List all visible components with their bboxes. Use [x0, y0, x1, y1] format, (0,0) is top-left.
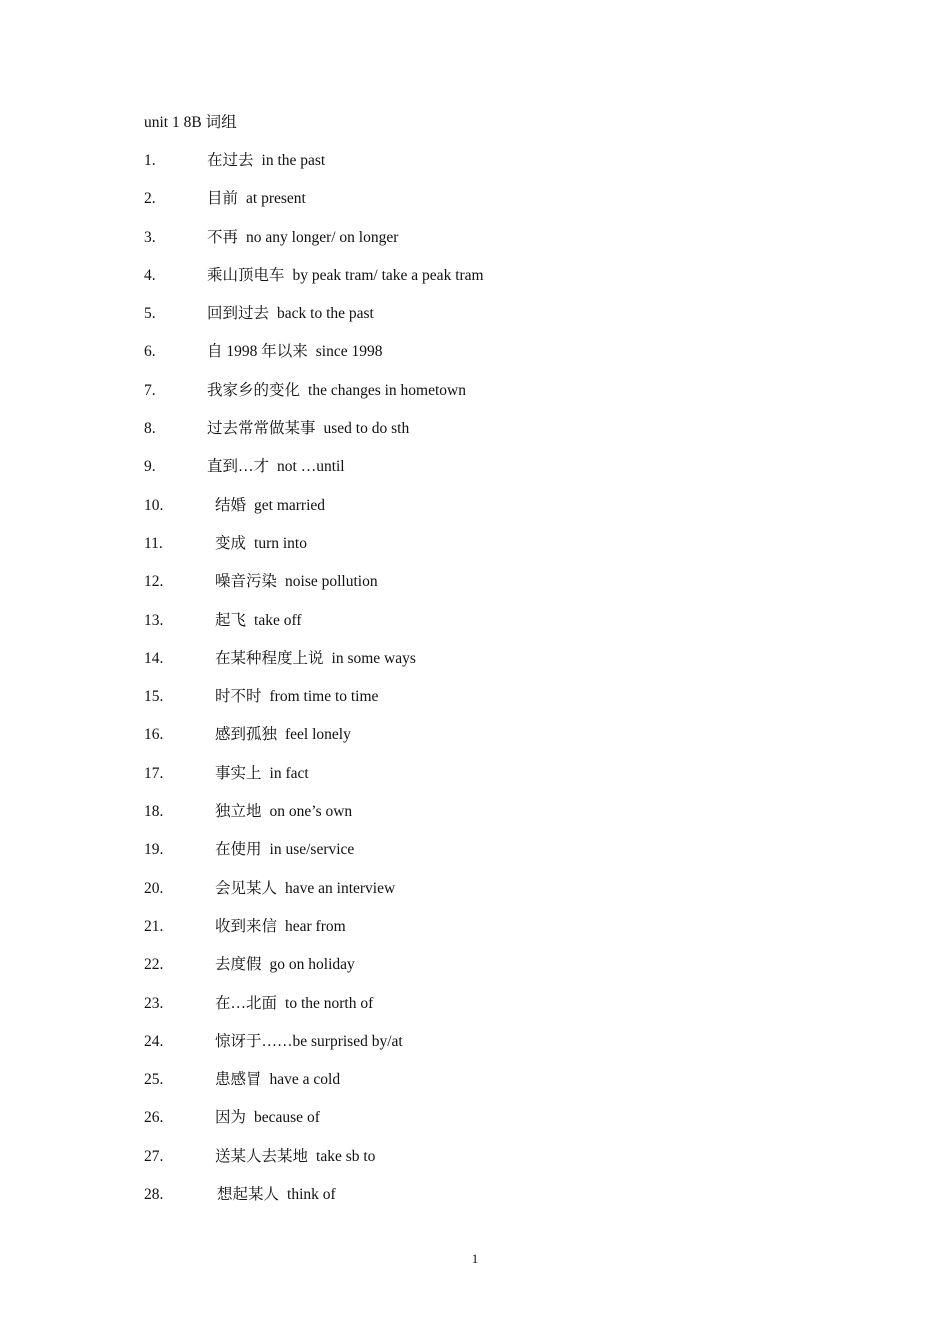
item-english: to the north of — [285, 994, 374, 1012]
item-chinese: 感到孤独 — [215, 726, 278, 744]
item-number: 17. — [144, 764, 164, 782]
item-number: 4. — [144, 266, 156, 284]
item-number: 7. — [144, 381, 156, 399]
item-english: not …until — [277, 458, 345, 476]
item-chinese: 在过去 — [207, 152, 254, 169]
item-entry — [215, 686, 378, 708]
item-chinese: 噪音污染 — [215, 573, 278, 591]
item-chinese: 乘山顶电车 — [207, 266, 285, 284]
item-entry — [217, 1184, 336, 1206]
item-english: get married — [254, 496, 326, 514]
item-chinese: 结婚 — [215, 496, 247, 514]
item-entry — [215, 571, 378, 593]
item-entry — [215, 878, 395, 900]
item-number: 16. — [144, 726, 164, 744]
item-chinese: 变成 — [215, 534, 247, 552]
item-entry — [215, 610, 302, 632]
item-english: turn into — [254, 534, 307, 552]
item-entry — [215, 763, 309, 785]
item-chinese: 去度假 — [215, 956, 262, 974]
item-number: 22. — [144, 956, 164, 974]
item-chinese: 惊讶于…… — [215, 1032, 293, 1050]
item-number: 11. — [144, 534, 163, 552]
item-entry — [215, 1107, 320, 1129]
item-entry — [215, 954, 355, 976]
item-english: take off — [254, 611, 302, 629]
item-number: 21. — [144, 917, 164, 935]
item-english: go on holiday — [269, 956, 355, 974]
item-chinese: 在使用 — [215, 841, 262, 859]
item-english: from time to time — [269, 688, 379, 706]
item-english: think of — [287, 1186, 336, 1204]
item-entry — [207, 265, 484, 287]
item-entry — [215, 1146, 375, 1168]
item-english: take sb to — [316, 1147, 376, 1165]
item-entry — [215, 1031, 403, 1053]
item-number: 27. — [144, 1147, 164, 1165]
item-number: 25. — [144, 1071, 164, 1089]
item-english: in use/service — [269, 841, 355, 859]
item-number: 13. — [144, 611, 164, 629]
item-chinese: 起飞 — [215, 611, 247, 629]
item-english: by peak tram/ take a peak tram — [292, 266, 484, 284]
item-entry — [207, 303, 374, 325]
page-title: unit 1 8B 词组 — [144, 114, 237, 131]
page-number: 1 — [471, 1251, 479, 1266]
item-entry — [215, 839, 354, 861]
item-english: since 1998 — [315, 343, 383, 361]
item-entry — [207, 418, 409, 440]
item-number: 19. — [144, 841, 164, 859]
item-english: feel lonely — [285, 726, 351, 744]
item-english: because of — [254, 1109, 320, 1127]
item-english: back to the past — [277, 305, 374, 323]
item-chinese: 直到…才 — [207, 458, 270, 476]
item-english: hear from — [285, 917, 346, 935]
item-chinese: 回到过去 — [207, 305, 270, 323]
item-entry — [215, 724, 351, 746]
item-chinese: 收到来信 — [215, 917, 278, 935]
item-chinese: 事实上 — [215, 764, 262, 782]
item-chinese: 我家乡的变化 — [207, 381, 301, 399]
item-number: 20. — [144, 879, 164, 897]
item-entry — [215, 533, 307, 555]
item-number: 6. — [144, 343, 156, 361]
item-chinese: 想起某人 — [217, 1186, 280, 1204]
item-chinese: 过去常常做某事 — [207, 420, 316, 438]
item-chinese: 时不时 — [215, 688, 262, 706]
item-number: 9. — [144, 458, 156, 476]
item-english: the changes in hometown — [308, 381, 466, 399]
item-entry — [215, 801, 352, 823]
item-entry — [215, 495, 325, 517]
item-chinese: 因为 — [215, 1109, 247, 1127]
item-entry — [207, 188, 306, 210]
item-entry — [207, 456, 345, 478]
item-english: have an interview — [285, 879, 396, 897]
item-english: no any longer/ on longer — [246, 228, 399, 246]
item-chinese: 在某种程度上说 — [215, 649, 324, 667]
item-english: have a cold — [269, 1071, 341, 1089]
item-entry — [207, 150, 325, 172]
item-english: in some ways — [331, 649, 416, 667]
item-entry — [215, 993, 373, 1015]
item-number: 3. — [144, 228, 156, 246]
item-english: on one’s own — [269, 803, 353, 821]
item-chinese: 独立地 — [215, 803, 262, 821]
item-number: 10. — [144, 496, 164, 514]
item-number: 23. — [144, 994, 164, 1012]
item-english: noise pollution — [285, 573, 378, 591]
item-number: 14. — [144, 649, 164, 667]
item-chinese: 送某人去某地 — [215, 1147, 309, 1165]
item-chinese: 在…北面 — [215, 994, 278, 1012]
item-english: at present — [246, 190, 306, 208]
item-english: be surprised by/at — [292, 1032, 403, 1050]
item-number: 24. — [144, 1032, 164, 1050]
item-number: 5. — [144, 305, 156, 323]
item-english: in fact — [269, 764, 309, 782]
item-chinese: 会见某人 — [215, 879, 278, 897]
item-entry — [207, 380, 466, 402]
item-number: 2. — [144, 190, 156, 208]
item-number: 12. — [144, 573, 164, 591]
item-number: 1. — [144, 152, 156, 169]
item-chinese: 患感冒 — [215, 1071, 262, 1089]
item-entry — [207, 341, 383, 363]
item-entry — [207, 227, 398, 249]
item-chinese: 不再 — [207, 228, 239, 246]
item-english: in the past — [261, 152, 326, 169]
item-number: 28. — [144, 1186, 164, 1204]
item-entry — [215, 916, 346, 938]
item-english: used to do sth — [323, 420, 410, 438]
item-number: 15. — [144, 688, 164, 706]
item-number: 18. — [144, 803, 164, 821]
item-entry — [215, 1069, 340, 1091]
item-number: 8. — [144, 420, 156, 438]
item-entry — [215, 648, 416, 670]
item-chinese: 自 1998 年以来 — [207, 343, 308, 361]
item-number: 26. — [144, 1109, 164, 1127]
item-chinese: 目前 — [207, 190, 239, 208]
